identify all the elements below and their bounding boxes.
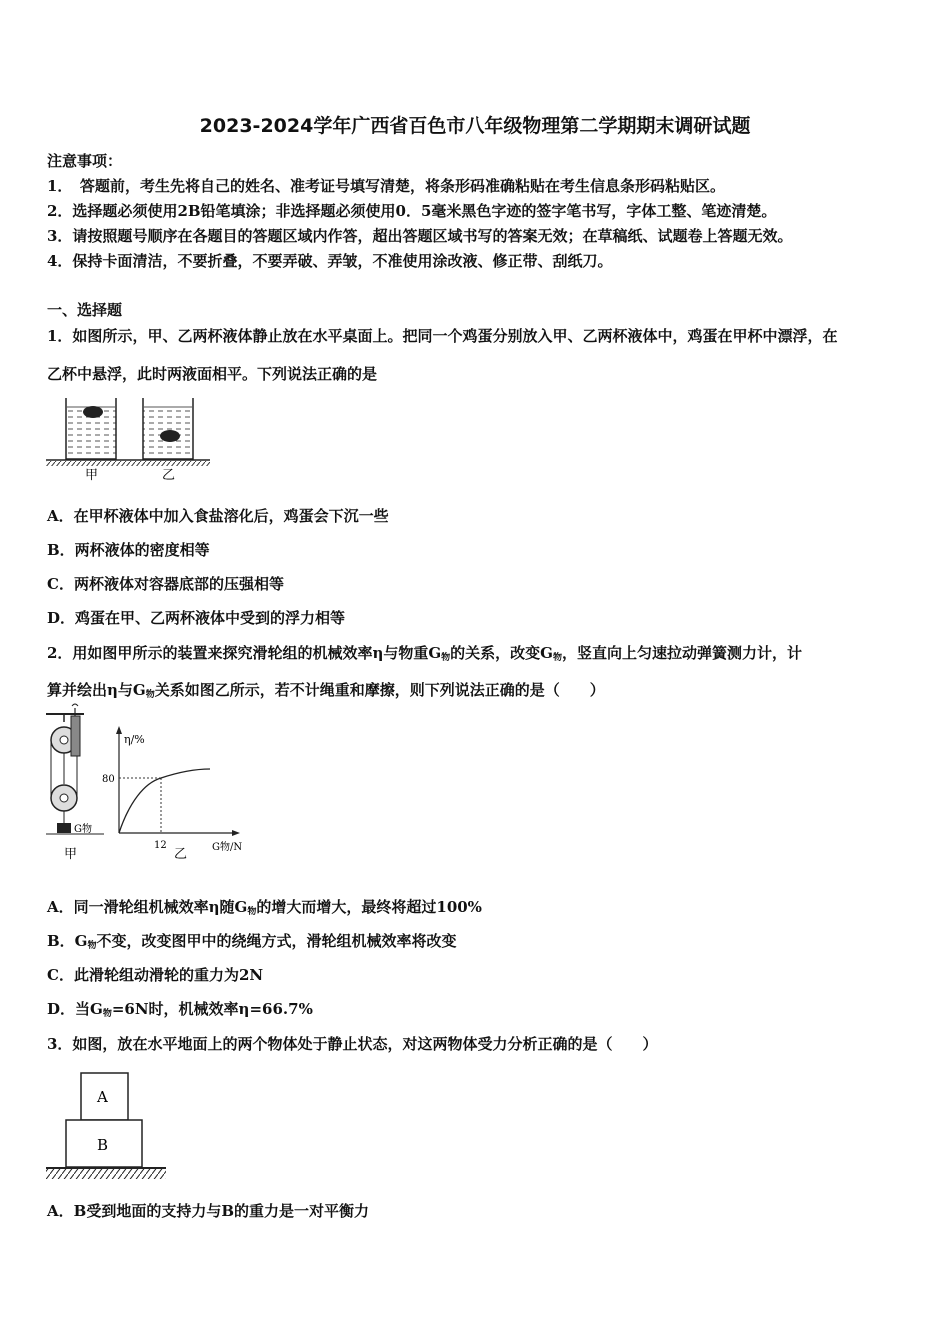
pulley-apparatus bbox=[46, 704, 104, 862]
label-yi: 乙 bbox=[174, 847, 188, 862]
notice-item: 3．请按照题号顺序在各题目的答题区域内作答，超出答题区域书写的答案无效；在草稿纸、试题卷上答题无效。 bbox=[47, 227, 793, 245]
q1-stem: 1．如图所示，甲、乙两杯液体静止放在水平桌面上。把同一个鸡蛋分别放入甲、乙两杯液体中，鸡蛋在甲杯中漂浮，在 bbox=[47, 327, 838, 345]
q1-option-c[interactable]: C．两杯液体对容器底部的压强相等 bbox=[47, 575, 284, 593]
weight-block bbox=[57, 823, 71, 833]
x-tick-12: 12 bbox=[154, 840, 167, 851]
q3-figure bbox=[44, 1070, 174, 1185]
q1-option-b[interactable]: B．两杯液体的密度相等 bbox=[47, 541, 210, 559]
q1-option-a[interactable]: A．在甲杯液体中加入食盐溶化后，鸡蛋会下沉一些 bbox=[47, 507, 389, 525]
efficiency-chart bbox=[102, 726, 242, 862]
page-title: 2023-2024学年广西省百色市八年级物理第二学期期末调研试题 bbox=[199, 115, 751, 137]
q3-option-a[interactable]: A．B受到地面的支持力与B的重力是一对平衡力 bbox=[47, 1202, 369, 1220]
cup-yi bbox=[143, 398, 193, 459]
cup-jia bbox=[66, 398, 116, 459]
q2-stem: 2．用如图甲所示的装置来探究滑轮组的机械效率η与物重$G_物$的关系，改变$G_物$，竖直向上匀速拉动弹簧测力计，计 bbox=[47, 644, 803, 663]
y-axis-label: η/% bbox=[124, 733, 145, 746]
y-tick-80: 80 bbox=[102, 774, 115, 785]
q2-option-c[interactable]: C．此滑轮组动滑轮的重力为2N bbox=[47, 966, 264, 984]
label-jia: 甲 bbox=[85, 468, 99, 483]
q1-figure bbox=[40, 390, 220, 485]
q1-stem: 乙杯中悬浮，此时两液面相平。下列说法正确的是 bbox=[47, 365, 378, 383]
block-b-label: B bbox=[97, 1136, 109, 1154]
notice-item: 4．保持卡面清洁，不要折叠，不要弄破、弄皱，不准使用涂改液、修正带、刮纸刀。 bbox=[47, 252, 613, 270]
block-a-label: A bbox=[97, 1088, 108, 1106]
label-yi: 乙 bbox=[162, 468, 176, 483]
x-axis-label: G物/N bbox=[212, 842, 243, 853]
egg-floating bbox=[83, 406, 103, 418]
notice-item: 1． 答题前，考生先将自己的姓名、准考证号填写清楚，将条形码准确粘贴在考生信息条形码粘贴区。 bbox=[47, 177, 725, 195]
q2-option-d[interactable]: D．当$G_物=6N$时，机械效率η=66.7% bbox=[47, 1000, 313, 1019]
efficiency-curve bbox=[119, 769, 210, 833]
q1-option-d[interactable]: D．鸡蛋在甲、乙两杯液体中受到的浮力相等 bbox=[47, 609, 346, 627]
notice-item: 2．选择题必须使用2B铅笔填涂；非选择题必须使用0．5毫米黑色字迹的签字笔书写，字体工整、笔迹清楚。 bbox=[47, 202, 777, 220]
q2-stem: 算并绘出η与$G_物$关系如图乙所示，若不计绳重和摩擦，则下列说法正确的是（ ） bbox=[47, 681, 605, 700]
q2-option-a[interactable]: A．同一滑轮组机械效率η随$G_物$的增大而增大，最终将超过100% bbox=[47, 898, 482, 917]
q2-option-b[interactable]: B．$G_物$不变，改变图甲中的绕绳方式，滑轮组机械效率将改变 bbox=[47, 932, 457, 951]
label-jia: 甲 bbox=[64, 847, 78, 862]
section-heading: 一、选择题 bbox=[47, 301, 123, 319]
notice-heading: 注意事项： bbox=[47, 152, 123, 170]
q2-figure bbox=[44, 708, 249, 863]
q3-stem: 3．如图，放在水平地面上的两个物体处于静止状态，对这两物体受力分析正确的是（ ） bbox=[47, 1035, 658, 1053]
weight-label: G物 bbox=[74, 824, 92, 835]
egg-suspended bbox=[160, 430, 180, 442]
spring-scale bbox=[71, 716, 80, 756]
